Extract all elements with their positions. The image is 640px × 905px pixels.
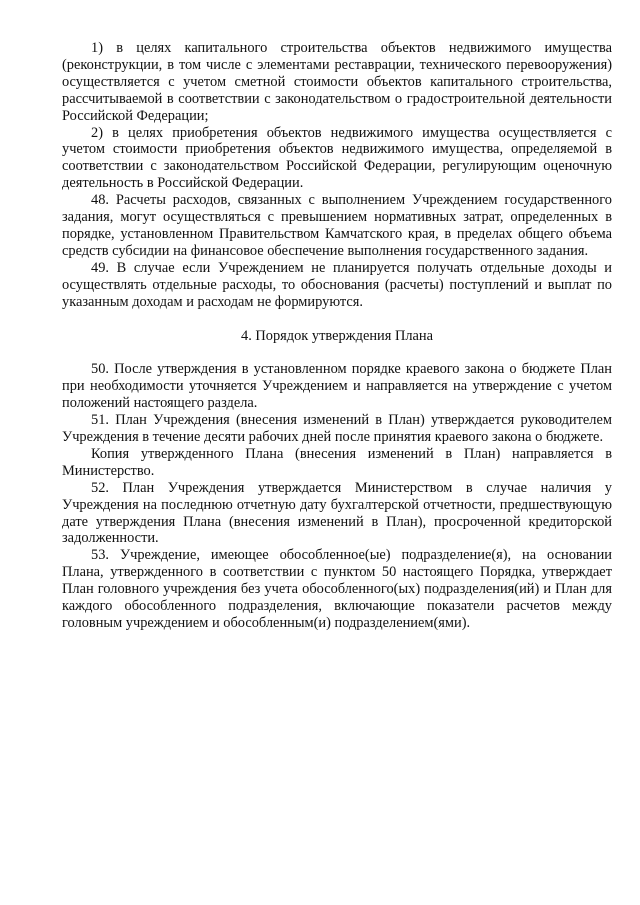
paragraph-50: 50. После утверждения в установленном порядке краевого закона о бюджете План при необходимости уточняется Учреждением и направляется на утверждение с учетом положений настоящего раздела. xyxy=(62,361,612,412)
paragraph-48: 48. Расчеты расходов, связанных с выполнением Учреждением государственного задания, могут осуществляться с превышением нормативных затрат, определенных в порядке, установленном Правительством Камчатского края, в пределах общего объема средств субсидии на финансовое обеспечение выполнения государственного задания. xyxy=(62,192,612,259)
paragraph-47-2: 2) в целях приобретения объектов недвижимого имущества осуществляется с учетом стоимости приобретения объектов недвижимого имущества, определяемой в соответствии с законодательством Российской Федерации, регулирующим оценочную деятельность в Российской Федерации. xyxy=(62,124,612,192)
paragraph-52: 52. План Учреждения утверждается Министерством в случае наличия у Учреждения на последнюю отчетную дату бухгалтерской отчетности, предшествующую дате утверждения Плана (внесения изменений в План), просроченной кредиторской задолженности. xyxy=(62,479,612,547)
paragraph-53: 53. Учреждение, имеющее обособленное(ые) подразделение(я), на основании Плана, утвержденного в соответствии с пунктом 50 настоящего Порядка, утверждает План головного учреждения без учета обособленного(ых) подразделения(ий) и План для каждого обособленного подразделения, включающие показатели расчетов между головным учреждением и обособленным(и) подразделением(ями). xyxy=(62,547,612,631)
paragraph-49: 49. В случае если Учреждением не планируется получать отдельные доходы и осуществлять отдельные расходы, то обоснования (расчеты) поступлений и выплат по указанным доходам и расходам не формируются. xyxy=(62,259,612,310)
paragraph-51-copy: Копия утвержденного Плана (внесения изменений в План) направляется в Министерство. xyxy=(62,445,612,479)
paragraph-51: 51. План Учреждения (внесения изменений в План) утверждается руководителем Учреждения в течение десяти рабочих дней после принятия краевого закона о бюджете. xyxy=(62,412,612,446)
document-page xyxy=(62,40,612,632)
section-heading: 4. Порядок утверждения Плана xyxy=(241,327,433,344)
paragraph-47-1: 1) в целях капитального строительства объектов недвижимого имущества (реконструкции, в том числе с элементами реставрации, технического перевооружения) осуществляется с учетом сметной стоимости объектов капитального строительства, рассчитываемой в соответствии с законодательством о градостроительной деятельности Российской Федерации; xyxy=(62,40,612,124)
